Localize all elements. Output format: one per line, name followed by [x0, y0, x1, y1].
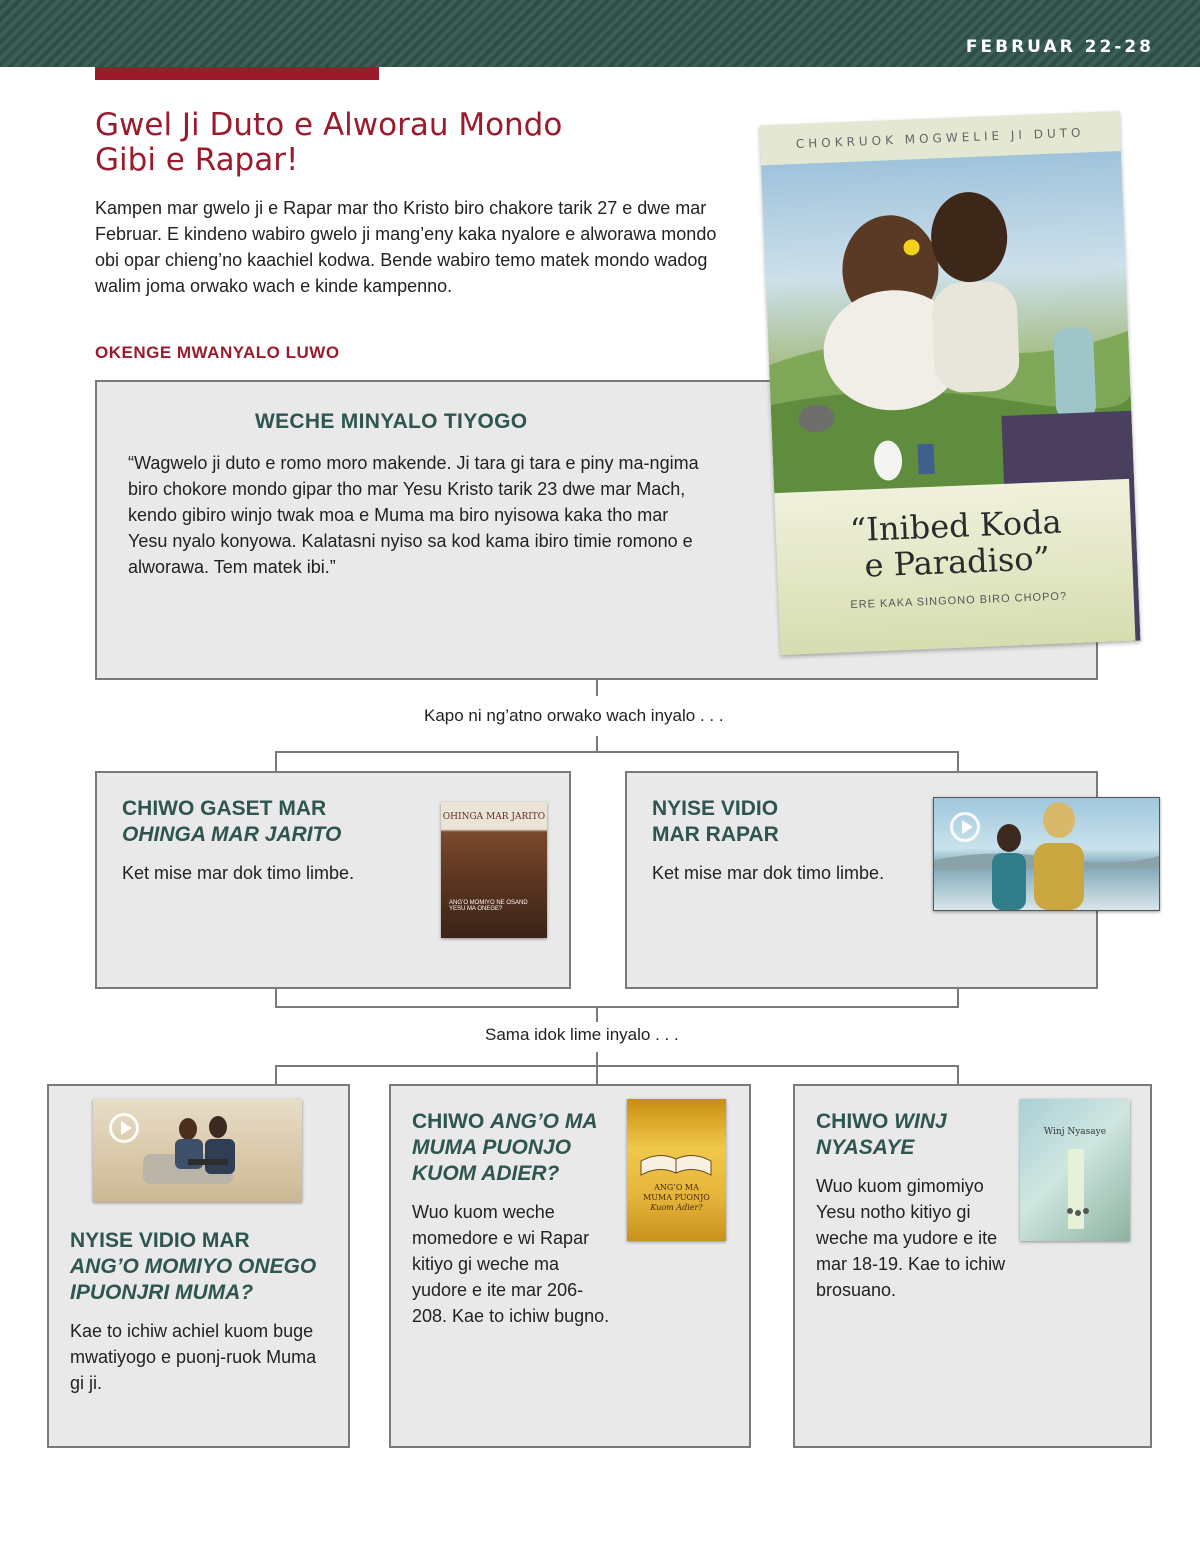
tract-subtitle: ERE KAKA SINGONO BIRO CHOPO? [850, 590, 1068, 612]
revisit-video-heading-line1: NYISE VIDIO MAR [70, 1229, 250, 1252]
connector-line [596, 1052, 598, 1085]
connector-line [275, 1065, 277, 1085]
magazine-cover-caption: ANG’O MOMIYO NE OSAND YESU MA ONEGE? [449, 900, 528, 912]
magazine-option-content [122, 796, 422, 886]
tract-title-line1: “Inibed Koda [849, 502, 1063, 550]
book-cover-line1: ANG’O MA [654, 1183, 699, 1192]
connector-line [275, 751, 959, 753]
video-option-heading [652, 796, 932, 848]
revisit-video-text: Kae to ichiw achiel kuom buge mwatiyogo e puonj-ruok Muma gi ji. [70, 1321, 317, 1393]
accent-bar [95, 67, 379, 80]
revisit-video-heading-line2: ANG’O MOMIYO ONEGO IPUONJRI MUMA? [70, 1255, 317, 1304]
book-cover-line2: MUMA PUONJO [643, 1193, 710, 1202]
video-option-content [652, 796, 932, 886]
connector-line [596, 680, 598, 696]
revisit-book-content [412, 1109, 612, 1329]
connector-line [596, 736, 598, 752]
revisit-book-heading-italic: ANG’O MA MUMA PUONJO KUOM ADIER? [412, 1110, 597, 1185]
book-cover-line3: Kuom Adier? [650, 1203, 703, 1212]
what-to-say-heading: WECHE MINYALO TIYOGO [255, 410, 528, 433]
revisit-brochure-heading-plain: CHIWO [816, 1110, 889, 1133]
magazine-cover-thumbnail [441, 802, 547, 938]
revisit-book-text: Wuo kuom weche momedore e wi Rapar kitiyo gi weche ma yudore e ite mar 206-208. Kae to ichiw bugno. [412, 1202, 610, 1326]
connector-line [275, 988, 277, 1007]
connector-line [957, 1065, 959, 1085]
revisit-book-heading-plain: CHIWO [412, 1110, 485, 1133]
video-option-text: Ket mise mar dok timo limbe. [652, 863, 885, 883]
rapar-video-thumbnail[interactable] [933, 797, 1160, 911]
revisit-video-heading [70, 1228, 335, 1306]
what-to-say-text: “Wagwelo ji duto e romo moro makende. Ji tara gi tara e piny ma-ngima biro chokore mondo gipar tho mar Yesu Kristo tarik 23 dwe mar Mach, kendo gibiro winjo twak moa e Muma ma biro nyisowa kaka tho mar Yesu nyalo konyowa. Kalatasni nyiso sa kod kama ibiro timie romono e alworawa. Tem matek ibi.” [128, 453, 699, 577]
revisit-brochure-heading [816, 1109, 1011, 1161]
revisit-brochure-text: Wuo kuom gimomiyo Yesu notho kitiyo gi weche ma yudore e ite mar 18-19. Kae to ichiw brosuano. [816, 1176, 1006, 1300]
video-heading-line2: MAR RAPAR [652, 823, 779, 846]
magazine-heading-line1: CHIWO GASET MAR [122, 797, 327, 820]
book-cover-text [627, 1183, 726, 1213]
brochure-illustration [1020, 1099, 1130, 1241]
listen-to-god-brochure-cover [1020, 1099, 1130, 1241]
connector-line [275, 751, 277, 772]
connector-line [596, 1006, 598, 1022]
header-bar [0, 0, 1200, 67]
tract-title [795, 501, 1118, 586]
connector-line [275, 1006, 959, 1008]
revisit-brochure-content [816, 1109, 1011, 1303]
tract-top-text: CHOKRUOK MOGWELIE JI DUTO [795, 125, 1085, 151]
tract-title-line2: e Paradiso” [863, 539, 1051, 585]
magazine-heading-line2: OHINGA MAR JARITO [122, 823, 342, 846]
connector-line [957, 751, 959, 772]
connector-line [275, 1065, 959, 1067]
open-bible-icon [627, 1099, 726, 1241]
page-title: Gwel Ji Duto e Alworau Mondo Gibi e Rapar! [95, 107, 563, 178]
magazine-cover-title: OHINGA MAR JARITO [442, 812, 546, 822]
intro-paragraph: Kampen mar gwelo ji e Rapar mar tho Kristo biro chakore tarik 27 e dwe mar Februar. E kindeno wabiro gwelo ji mang’eny kaka nyalore e alworawa mondo obi opar chieng’no kaachiel kodwa. Bende wabiro temo matek mondo wadog walim joma orwako wach e kinde kampenno. [95, 198, 717, 296]
tract-cover [760, 111, 1141, 655]
connector-text-2: Sama idok lime inyalo . . . [485, 1025, 679, 1044]
connector-line [957, 988, 959, 1007]
bible-teach-book-cover [627, 1099, 726, 1241]
section-label: OKENGE MWANYALO LUWO [95, 343, 340, 362]
magazine-option-heading [122, 796, 422, 848]
brochure-cover-title: Winj Nyasaye [1043, 1127, 1107, 1137]
bible-study-video-thumbnail[interactable] [93, 1099, 302, 1202]
revisit-book-heading [412, 1109, 612, 1187]
video-thumb-illustration [934, 798, 1159, 910]
revisit-video-content [70, 1228, 335, 1396]
connector-text-1: Kapo ni ng’atno orwako wach inyalo . . . [424, 706, 724, 725]
revisit-brochure-heading-italic: WINJ NYASAYE [816, 1110, 947, 1159]
play-icon[interactable] [109, 1113, 139, 1143]
magazine-option-text: Ket mise mar dok timo limbe. [122, 863, 355, 883]
video-heading-line1: NYISE VIDIO [652, 797, 779, 820]
week-label: FEBRUAR 22-28 [965, 37, 1154, 57]
